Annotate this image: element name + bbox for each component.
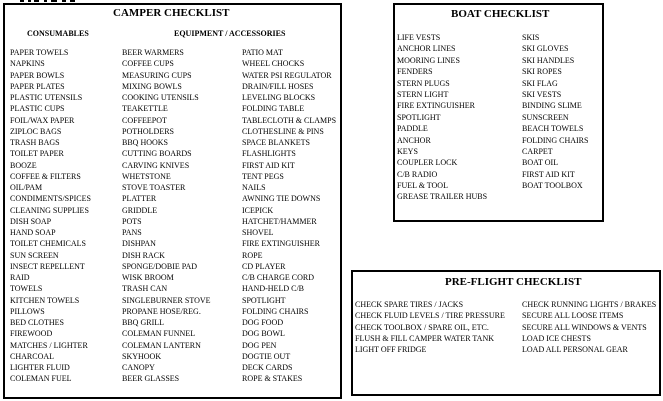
equipment-item: MIXING BOWLS <box>122 81 182 91</box>
equipment-item: FIRE EXTINGUISHER <box>242 239 320 249</box>
equipment-item: PROPANE HOSE/REG. <box>122 306 201 316</box>
equipment-item: AWNING TIE DOWNS <box>242 194 321 204</box>
boat-item: SKI VESTS <box>522 89 562 99</box>
consumable-item: TOWELS <box>10 284 43 294</box>
equipment-item: DOG BOWL <box>242 329 285 339</box>
boat-item: ANCHOR <box>397 135 431 145</box>
equipment-item: SKYHOOK <box>122 351 162 361</box>
equipment-item: SHOVEL <box>242 228 274 237</box>
boat-item: FUEL & TOOL <box>397 181 448 191</box>
boat-item: SPOTLIGHT <box>397 112 441 122</box>
preflight-item: SECURE ALL LOOSE ITEMS <box>522 311 624 321</box>
consumables-list <box>10 47 91 385</box>
consumable-item: BED CLOTHES <box>10 318 64 327</box>
equipment-item: ROPE & STAKES <box>242 374 303 384</box>
consumable-item: PAPER BOWLS <box>10 70 65 80</box>
equipment-item: COFFEE CUPS <box>122 59 174 69</box>
equipment-item: POTS <box>122 216 142 226</box>
equipment-item: TENT PEGS <box>242 171 284 181</box>
preflight-item: CHECK SPARE TIRES / JACKS <box>355 300 464 309</box>
equipment-item: PANS <box>122 228 142 237</box>
boat-checklist-title: BOAT CHECKLIST <box>451 8 550 20</box>
equipment-item: DOGTIE OUT <box>242 351 291 361</box>
boat-item: PADDLE <box>397 124 428 134</box>
preflight-item: CHECK RUNNING LIGHTS / BRAKES <box>522 300 657 309</box>
equipment-item: PATIO MAT <box>242 48 283 57</box>
consumable-item: KITCHEN TOWELS <box>10 295 80 305</box>
equipment-item: FLASHLIGHTS <box>242 149 296 159</box>
consumable-item: PLASTIC CUPS <box>10 104 65 114</box>
equipment-item: SPACE BLANKETS <box>242 138 310 147</box>
equipment-item: COOKING UTENSILS <box>122 93 199 102</box>
boat-item: SKIS <box>522 33 540 42</box>
preflight-item: CHECK FLUID LEVELS / TIRE PRESSURE <box>355 311 505 321</box>
boat-item: STERN PLUGS <box>397 78 450 88</box>
boat-item: COUPLER LOCK <box>397 158 458 168</box>
equipment-item: CUTTING BOARDS <box>122 149 192 159</box>
consumable-item: RAID <box>10 273 30 282</box>
boat-item: SKI ROPES <box>522 67 562 77</box>
consumable-item: PAPER PLATES <box>10 81 65 91</box>
boat-item: MOORING LINES <box>397 55 460 65</box>
equipment-item: NAILS <box>242 183 266 192</box>
boat-item: FOLDING CHAIRS <box>522 135 589 145</box>
consumable-item: PILLOWS <box>10 306 45 316</box>
camper-checklist-title: CAMPER CHECKLIST <box>113 7 230 19</box>
consumable-item: ZIPLOC BAGS <box>10 126 62 136</box>
consumable-item: BOOZE <box>10 160 37 170</box>
equipment-item: CLOTHESLINE & PINS <box>242 126 324 136</box>
consumable-item: SUN SCREEN <box>10 250 59 260</box>
equipment-item: TABLECLOTH & CLAMPS <box>242 115 337 125</box>
boat-item: C/B RADIO <box>397 169 438 179</box>
boat-item: CARPET <box>522 146 553 156</box>
equipment-item: TEAKETTLE <box>122 104 168 114</box>
consumable-item: TOILET PAPER <box>10 149 64 159</box>
equipment-item: WISK BROOM <box>122 273 174 282</box>
equipment-list-1 <box>122 47 211 385</box>
equipment-item: SPONGE/DOBIE PAD <box>122 261 198 271</box>
equipment-header: EQUIPMENT / ACCESSORIES <box>174 29 286 38</box>
equipment-item: CD PLAYER <box>242 261 286 271</box>
preflight-item: LOAD ICE CHESTS <box>522 333 591 343</box>
equipment-item: ICEPICK <box>242 205 274 215</box>
equipment-item: DECK CARDS <box>242 363 293 372</box>
equipment-item: CARVING KNIVES <box>122 160 190 170</box>
equipment-item: FOLDING CHAIRS <box>242 306 309 316</box>
equipment-item: WHETSTONE <box>122 171 171 181</box>
equipment-item: DOG PEN <box>242 340 277 350</box>
boat-item: SKI HANDLES <box>522 55 575 65</box>
preflight-item: CHECK TOOLBOX / SPARE OIL, ETC. <box>355 322 489 332</box>
equipment-item: WATER PSI REGULATOR <box>242 70 332 80</box>
boat-item: FIRE EXTINGUISHER <box>397 101 475 111</box>
equipment-item: COLEMAN LANTERN <box>122 340 201 350</box>
equipment-item: POTHOLDERS <box>122 126 175 136</box>
equipment-item: WHEEL CHOCKS <box>242 59 305 69</box>
consumable-item: HAND SOAP <box>10 228 56 237</box>
preflight-checklist-title: PRE-FLIGHT CHECKLIST <box>445 276 582 288</box>
preflight-item: FLUSH & FILL CAMPER WATER TANK <box>355 333 495 343</box>
equipment-item: C/B CHARGE CORD <box>242 273 315 282</box>
consumable-item: COLEMAN FUEL <box>10 374 72 384</box>
equipment-item: SINGLEBURNER STOVE <box>122 295 211 305</box>
equipment-item: LEVELING BLOCKS <box>242 93 316 102</box>
consumable-item: LIGHTER FLUID <box>10 363 70 372</box>
consumable-item: MATCHES / LIGHTER <box>10 340 88 350</box>
preflight-item: SECURE ALL WINDOWS & VENTS <box>522 322 647 332</box>
consumable-item: FIREWOOD <box>10 329 53 339</box>
equipment-list-2 <box>242 47 336 385</box>
consumable-item: NAPKINS <box>10 59 45 69</box>
equipment-item: FOLDING TABLE <box>242 104 305 114</box>
equipment-item: DISH RACK <box>122 250 165 260</box>
equipment-item: GRIDDLE <box>122 205 158 215</box>
boat-item: KEYS <box>397 146 418 156</box>
consumable-item: CONDIMENTS/SPICES <box>10 194 91 204</box>
equipment-item: CANOPY <box>122 363 155 372</box>
equipment-item: MEASURING CUPS <box>122 70 192 80</box>
equipment-item: FIRST AID KIT <box>242 160 295 170</box>
equipment-item: DRAIN/FILL HOSES <box>242 81 314 91</box>
equipment-item: PLATTER <box>122 194 157 204</box>
boat-list-1 <box>397 32 487 203</box>
equipment-item: DOG FOOD <box>242 318 284 327</box>
equipment-item: STOVE TOASTER <box>122 183 186 192</box>
preflight-item: LOAD ALL PERSONAL GEAR <box>522 345 628 355</box>
consumable-item: TOILET CHEMICALS <box>10 239 86 249</box>
equipment-item: BBQ GRILL <box>122 318 164 327</box>
boat-item: ANCHOR LINES <box>397 44 456 54</box>
preflight-list-1 <box>355 299 505 355</box>
equipment-item: SPOTLIGHT <box>242 295 286 305</box>
consumable-item: DISH SOAP <box>10 216 52 226</box>
consumable-item: INSECT REPELLENT <box>10 261 85 271</box>
preflight-list-2 <box>522 299 656 355</box>
equipment-item: BEER WARMERS <box>122 48 184 57</box>
boat-item: SKI FLAG <box>522 78 558 88</box>
consumable-item: CLEANING SUPPLIES <box>10 205 89 215</box>
consumable-item: COFFEE & FILTERS <box>10 171 81 181</box>
equipment-item: COLEMAN FUNNEL <box>122 329 196 339</box>
boat-item: GREASE TRAILER HUBS <box>397 192 488 202</box>
boat-item: BEACH TOWELS <box>522 124 584 134</box>
boat-item: SUNSCREEN <box>522 112 569 122</box>
boat-item: BOAT TOOLBOX <box>522 181 583 191</box>
boat-item: STERN LIGHT <box>397 89 449 99</box>
equipment-item: BBQ HOOKS <box>122 138 169 147</box>
boat-item: BOAT OIL <box>522 158 559 168</box>
equipment-item: HAND-HELD C/B <box>242 284 304 294</box>
boat-item: LIFE VESTS <box>397 33 441 42</box>
boat-item: BINDING SLIME <box>522 101 582 111</box>
consumable-item: CHARCOAL <box>10 351 55 361</box>
preflight-item: LIGHT OFF FRIDGE <box>355 345 427 355</box>
equipment-item: ROPE <box>242 250 263 260</box>
equipment-item: TRASH CAN <box>122 284 168 294</box>
equipment-item: BEER GLASSES <box>122 374 180 384</box>
consumable-item: PLASTIC UTENSILS <box>10 93 83 102</box>
consumable-item: FOIL/WAX PAPER <box>10 115 75 125</box>
consumable-item: TRASH BAGS <box>10 138 60 147</box>
boat-item: FENDERS <box>397 67 433 77</box>
consumables-header: CONSUMABLES <box>27 29 89 38</box>
boat-list-2 <box>522 32 588 191</box>
consumable-item: PAPER TOWELS <box>10 48 69 57</box>
boat-item: SKI GLOVES <box>522 44 569 54</box>
equipment-item: HATCHET/HAMMER <box>242 216 317 226</box>
consumable-item: OIL/PAM <box>10 183 43 192</box>
equipment-item: COFFEEPOT <box>122 115 167 125</box>
equipment-item: DISHPAN <box>122 239 156 249</box>
boat-item: FIRST AID KIT <box>522 169 575 179</box>
